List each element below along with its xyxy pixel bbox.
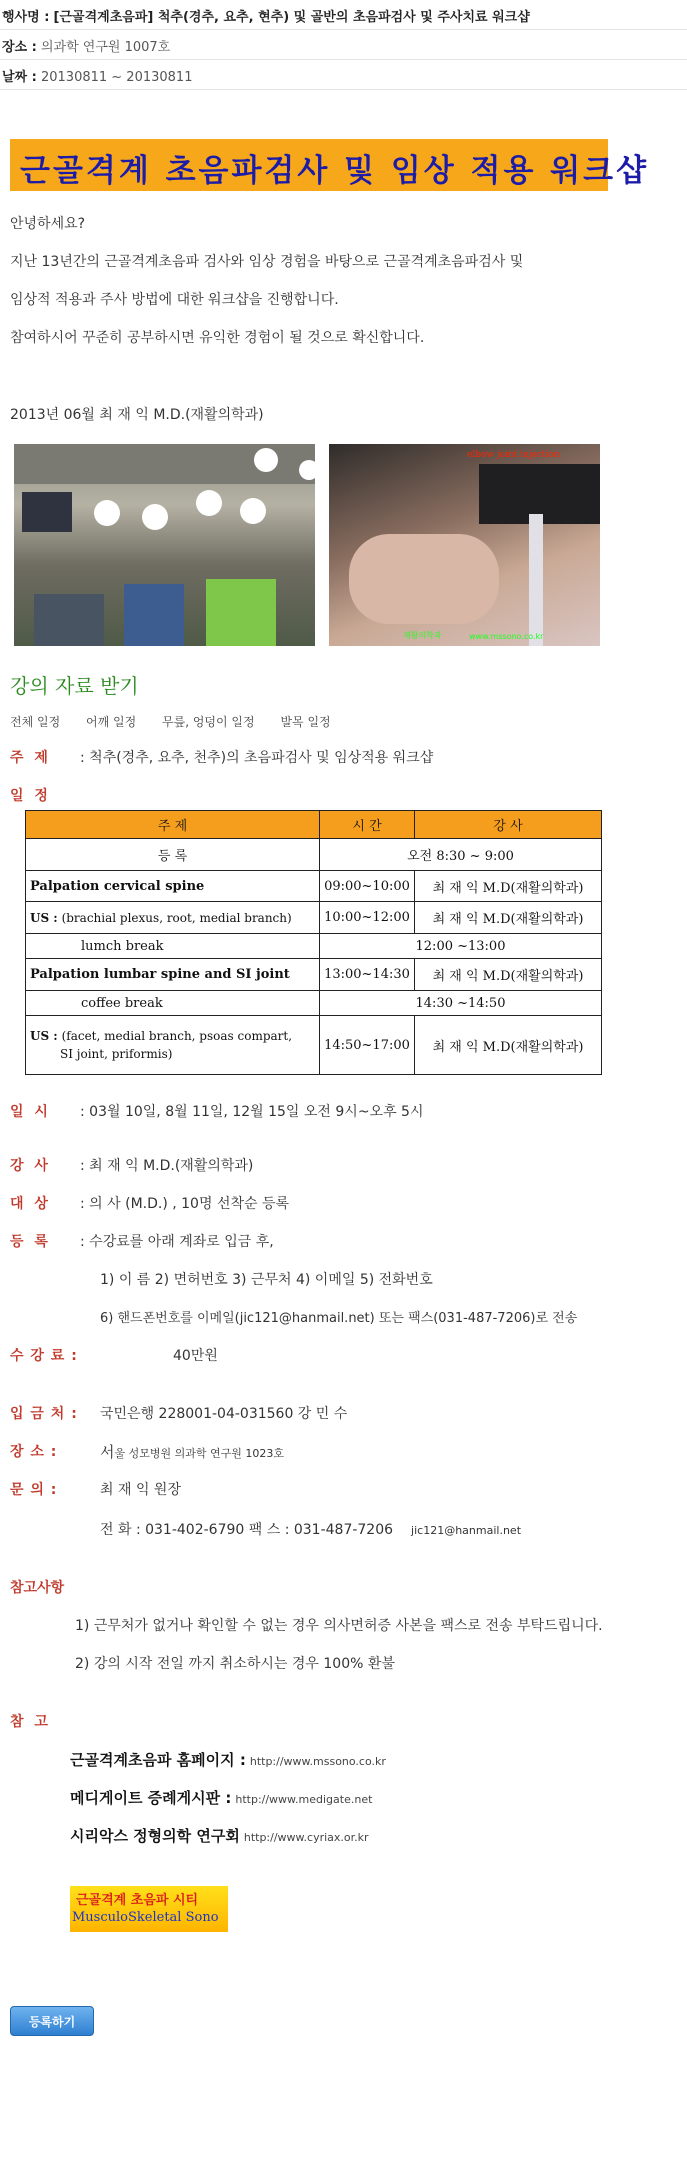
note-1: 1) 근무처가 없거나 확인할 수 없는 경우 의사면허증 사본을 팩스로 전송 부탁드립니다. — [75, 1618, 603, 1634]
schedule-table — [25, 810, 602, 1075]
logo-line-2: MusculoSkeletal Sono — [72, 1910, 219, 1925]
meta-event-row — [0, 0, 687, 30]
table-row — [26, 959, 602, 991]
table-row — [26, 934, 602, 959]
title-banner — [10, 139, 650, 191]
time-cell: 14:50~17:00 — [320, 1016, 415, 1075]
header-time: 시 간 — [320, 811, 415, 839]
venue-value-first: 서 — [100, 1443, 115, 1461]
ref-title: 시리악스 정형의학 연구회 — [70, 1827, 240, 1845]
fee-label: 수 강 료 : — [10, 1348, 78, 1364]
event-value: [근골격계초음파] 척추(경추, 요추, 현추) 및 골반의 초음파검사 및 주사치료 워크샵 — [53, 10, 530, 25]
place-label: 장소 : — [2, 40, 37, 55]
lecturer-cell: 최 재 익 M.D(재활의학과) — [415, 870, 602, 902]
logo-line-1: 근골격계 초음파 시티 — [76, 1893, 199, 1908]
topic-cell: lumch break — [26, 934, 320, 959]
lecturer-value: : 최 재 익 M.D.(재활의학과) — [80, 1158, 254, 1174]
ref-title: 메디게이트 증례게시판 : — [70, 1789, 232, 1807]
register-button[interactable]: 등록하기 — [10, 2006, 94, 2036]
meta-place-row — [0, 30, 687, 60]
registration-send: 6) 핸드폰번호를 이메일(jic121@hanmail.net) 또는 팩스(031-487-7206)로 전송 — [100, 1311, 578, 1326]
fee-value: 40만원 — [173, 1348, 218, 1364]
intro-line-2: 임상적 적용과 주사 방법에 대한 워크샵을 진행합니다. — [10, 292, 339, 308]
intro-line-1: 지난 13년간의 근골격계초음파 검사와 임상 경험을 바탕으로 근골격계초음파검사 및 — [10, 254, 524, 270]
injection-photo — [329, 444, 600, 646]
link-all-schedule[interactable]: 전체 일정 — [10, 715, 61, 729]
link-ankle-schedule[interactable]: 발목 일정 — [280, 715, 331, 729]
subject-value: : 척추(경추, 요추, 천추)의 초음파검사 및 임상적용 워크샵 — [80, 750, 434, 766]
topic-cell — [26, 1016, 320, 1075]
link-knee-hip-schedule[interactable]: 무릎, 엉덩이 일정 — [162, 715, 255, 729]
contact-email: jic121@hanmail.net — [411, 1524, 522, 1537]
dates-label: 일 시 — [10, 1104, 51, 1120]
link-shoulder-schedule[interactable]: 어깨 일정 — [86, 715, 137, 729]
schedule-links — [10, 713, 353, 730]
ref-item — [70, 1749, 386, 1770]
table-header-row — [26, 811, 602, 839]
ref-link[interactable]: http://www.medigate.net — [235, 1793, 373, 1806]
registration-value: : 수강료를 아래 계좌로 입금 후, — [80, 1234, 274, 1250]
refs-label: 참 고 — [10, 1714, 51, 1730]
workshop-photo — [14, 444, 315, 646]
table-row — [26, 1016, 602, 1075]
target-label: 대 상 — [10, 1196, 51, 1212]
contact-phone-fax: 전 화 : 031-402-6790 팩 스 : 031-487-7206 — [100, 1522, 394, 1538]
table-row — [26, 902, 602, 934]
dates-value: : 03월 10일, 8월 11일, 12월 15일 오전 9시~오후 5시 — [80, 1104, 424, 1120]
date-label: 날짜 : — [2, 70, 37, 85]
table-row — [26, 991, 602, 1016]
place-value: 의과학 연구원 1007호 — [40, 40, 171, 55]
meta-date-row — [0, 60, 687, 90]
table-row — [26, 870, 602, 902]
time-cell: 오전 8:30 ~ 9:00 — [320, 839, 602, 871]
photo-watermark-left: 재활의학과 — [403, 631, 442, 640]
topic-text: (facet, medial branch, psoas compart, — [57, 1029, 293, 1044]
greeting: 안녕하세요? — [10, 216, 86, 232]
deposit-value: 국민은행 228001-04-031560 강 민 수 — [100, 1406, 348, 1422]
target-value: : 의 사 (M.D.) , 10명 선착순 등록 — [80, 1196, 290, 1212]
registration-label: 등 록 — [10, 1234, 51, 1250]
section-title: 강의 자료 받기 — [10, 674, 139, 698]
topic-prefix: US : — [30, 910, 58, 925]
notes-label: 참고사항 — [10, 1580, 65, 1596]
header-lecturer: 강 사 — [415, 811, 602, 839]
topic-cell: coffee break — [26, 991, 320, 1016]
time-cell: 13:00~14:30 — [320, 959, 415, 991]
topic-prefix: US : — [30, 1029, 58, 1044]
topic-cell: Palpation cervical spine — [26, 870, 320, 902]
venue-value-rest: 울 성모병원 의과학 연구원 1023호 — [114, 1447, 284, 1460]
time-cell: 10:00~12:00 — [320, 902, 415, 934]
time-cell: 09:00~10:00 — [320, 870, 415, 902]
time-cell: 12:00 ~13:00 — [320, 934, 602, 959]
ref-item — [70, 1787, 372, 1808]
signature: 2013년 06월 최 재 익 M.D.(재활의학과) — [10, 407, 264, 423]
intro-line-3: 참여하시어 꾸준히 공부하시면 유익한 경험이 될 것으로 확신합니다. — [10, 330, 425, 346]
time-cell: 14:30 ~14:50 — [320, 991, 602, 1016]
topic-cell: Palpation lumbar spine and SI joint — [26, 959, 320, 991]
contact-phone — [100, 1519, 521, 1539]
photo-watermark-right: www.mssono.co.kr — [469, 632, 544, 641]
event-label: 행사명 : — [2, 10, 50, 25]
topic-cell: 등 록 — [26, 839, 320, 871]
banner-title: 근골격계 초음파검사 및 임상 적용 워크샵 — [20, 153, 650, 189]
topic-text: (brachial plexus, root, medial branch) — [57, 910, 292, 925]
venue-label: 장 소 : — [10, 1444, 58, 1460]
ref-item — [70, 1825, 369, 1846]
topic-cell — [26, 902, 320, 934]
ref-title: 근골격계초음파 홈페이지 : — [70, 1751, 246, 1769]
contact-name: 최 재 익 원장 — [100, 1482, 181, 1498]
registration-items: 1) 이 름 2) 면허번호 3) 근무처 4) 이메일 5) 전화번호 — [100, 1272, 433, 1288]
date-value: 20130811 ~ 20130811 — [40, 70, 193, 85]
ref-link[interactable]: http://www.mssono.co.kr — [249, 1755, 386, 1768]
ref-link[interactable]: http://www.cyriax.or.kr — [243, 1831, 369, 1844]
schedule-label: 일 정 — [10, 788, 51, 804]
deposit-label: 입 금 처 : — [10, 1406, 78, 1422]
venue-value — [100, 1441, 284, 1462]
note-2: 2) 강의 시작 전일 까지 취소하시는 경우 100% 환불 — [75, 1656, 395, 1672]
photo-caption: elbow joint injection — [467, 450, 560, 460]
topic-text-2: SI joint, priformis) — [60, 1047, 173, 1062]
subject-label: 주 제 — [10, 750, 51, 766]
musculoskeletal-sono-logo[interactable] — [70, 1886, 228, 1932]
lecturer-cell: 최 재 익 M.D(재활의학과) — [415, 902, 602, 934]
lecturer-cell: 최 재 익 M.D(재활의학과) — [415, 1016, 602, 1075]
contact-label: 문 의 : — [10, 1482, 58, 1498]
lecturer-label: 강 사 — [10, 1158, 51, 1174]
lecturer-cell: 최 재 익 M.D(재활의학과) — [415, 959, 602, 991]
header-topic: 주 제 — [26, 811, 320, 839]
table-row — [26, 839, 602, 871]
